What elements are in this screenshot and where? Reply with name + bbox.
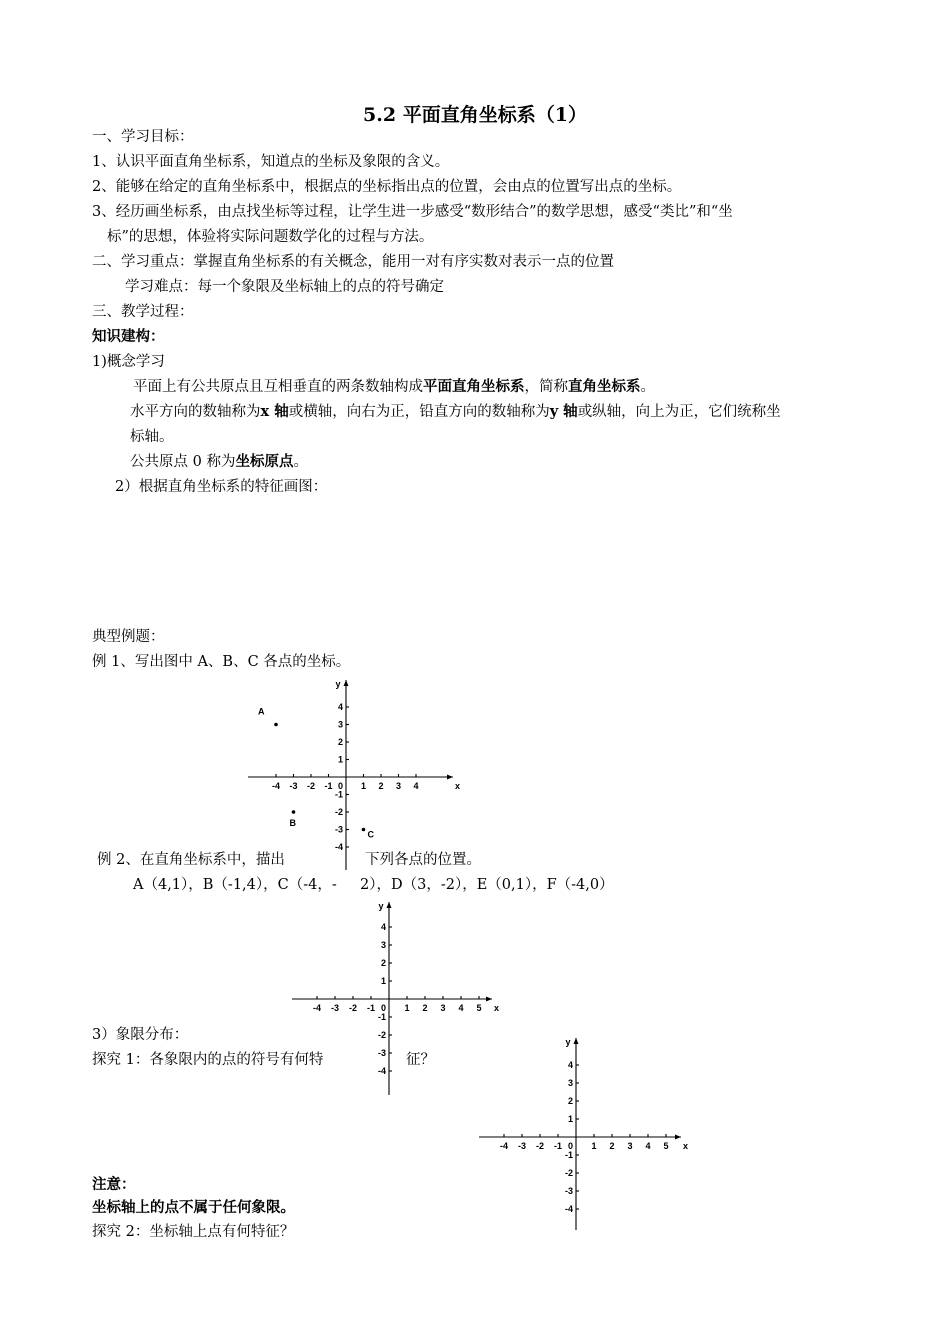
graph3-y-tick-label: 4: [567, 1060, 573, 1070]
graph2-y-tick-label: -4: [377, 1066, 386, 1076]
graph1-x-tick-label: 3: [395, 781, 402, 791]
graph2-y-tick-label: -2: [377, 1030, 386, 1040]
examples-heading: 典型例题：: [92, 629, 165, 645]
page-title: 5.2 平面直角坐标系（1）: [363, 104, 587, 126]
graph2-y-tick-label: 2: [380, 958, 386, 968]
graph3-x-tick-label: 4: [645, 1141, 651, 1151]
example-1: 例 1、写出图中 A、B、C 各点的坐标。: [92, 654, 351, 670]
graph2-x-tick-label: -3: [330, 1003, 340, 1013]
goal-2: 2、能够在给定的直角坐标系中，根据点的坐标指出点的位置，会由点的位置写出点的坐标。: [92, 179, 682, 195]
graph1-y-label: y: [335, 679, 341, 689]
graph1-y-tick-label: -4: [334, 842, 343, 852]
graph2-x-tick-label: 1: [404, 1003, 410, 1013]
graph2-origin-label: 0: [380, 1003, 386, 1013]
explore-1-part2: 征？: [406, 1052, 435, 1068]
def1-text: 平面上有公共原点且互相垂直的两条数轴构成: [133, 379, 423, 395]
def3-text: 公共原点 0 称为: [130, 454, 236, 470]
explore-1-part1: 探究 1：各象限内的点的符号有何特: [92, 1052, 324, 1068]
graph3-y-tick-label: -2: [564, 1168, 573, 1178]
graph3-y-arrow: [574, 1038, 579, 1044]
graph3-x-tick-label: -4: [499, 1141, 509, 1151]
graph1-y-arrow: [344, 680, 349, 686]
graph1-x-tick-label: 2: [378, 781, 384, 791]
def2-text2: 或横轴，向右为正，铅直方向的数轴称为: [288, 404, 550, 420]
graph2-x-tick-label: -2: [348, 1003, 358, 1013]
graph1-origin-label: 0: [337, 781, 343, 791]
explore-2: 探究 2：坐标轴上点有何特征？: [92, 1224, 295, 1240]
def1-term: 平面直角坐标系: [423, 378, 525, 395]
graph1-point-label: A: [258, 706, 265, 717]
graph3-x-tick-label: 3: [627, 1141, 633, 1151]
goal-3-line1: 3、经历画坐标系，由点找坐标等过程，让学生进一步感受“数形结合”的数学思想，感受“类比”和“坐: [92, 204, 733, 220]
graph1-x-tick-label: -2: [306, 781, 316, 791]
def3-term: 坐标原点: [235, 453, 294, 470]
def2-text3: 或纵轴，向上为正，它们统称坐: [577, 404, 781, 420]
goal-3-line2: 标”的思想，体验将实际问题数学化的过程与方法。: [107, 229, 434, 245]
graph2-x-tick-label: 2: [422, 1003, 428, 1013]
definition-2-cont: 标轴。: [130, 429, 174, 445]
graph2-x-label: x: [494, 1003, 500, 1013]
graph3-x-label: x: [683, 1141, 689, 1151]
graph1-y-tick-label: -3: [334, 824, 343, 835]
graph3-x-tick-label: -2: [535, 1141, 545, 1151]
graph1-y-tick-label: 3: [337, 719, 343, 730]
graph1-y-tick-label: 2: [337, 737, 343, 747]
graph2-y-arrow: [387, 902, 392, 908]
goal-1: 1、认识平面直角坐标系，知道点的坐标及象限的含义。: [92, 154, 450, 170]
graph2-x-tick-label: 4: [458, 1003, 464, 1013]
graph1-point-label: C: [367, 829, 374, 840]
graph2-x-tick-label: -4: [312, 1003, 322, 1013]
def2-x-axis: x 轴: [260, 403, 289, 420]
graph3-y-tick-label: 3: [567, 1078, 573, 1088]
graph1-x-tick-label: -4: [271, 781, 281, 791]
graph1-y-tick-label: -2: [334, 807, 343, 817]
graph3-y-label: y: [565, 1037, 571, 1047]
graph2-y-tick-label: 3: [380, 940, 386, 950]
knowledge-heading: 知识建构：: [92, 328, 165, 345]
graph1-x-tick-label: 4: [413, 781, 419, 791]
graph1-y-tick-label: -1: [334, 789, 343, 800]
example-2-points-a: A（4,1），B（-1,4），C（-4，-: [133, 877, 337, 893]
graph3-x-tick-label: 5: [663, 1141, 669, 1151]
note-heading: 注意：: [92, 1176, 136, 1193]
graph1-point-label: B: [289, 818, 296, 828]
graph3-x-tick-label: -3: [517, 1141, 527, 1151]
teaching-process: 三、教学过程：: [92, 304, 194, 320]
quadrant-heading: 3）象限分布：: [92, 1027, 189, 1043]
graph1-y-tick-label: 1: [337, 754, 343, 765]
concept-heading: 1)概念学习: [92, 354, 165, 370]
def1-term2: 直角坐标系: [568, 378, 641, 395]
graph3-x-tick-label: 1: [591, 1141, 597, 1151]
def1-text2: ，简称: [524, 379, 568, 395]
graph3-origin-label: 0: [567, 1141, 573, 1151]
graph2-y-label: y: [378, 901, 384, 911]
graph3-y-tick-label: -3: [564, 1186, 573, 1196]
graph3-y-tick-label: -1: [564, 1150, 573, 1160]
draw-instruction: 2）根据直角坐标系的特征画图：: [115, 479, 328, 495]
graph1-point-c: [362, 828, 366, 832]
graph1-x-tick-label: 1: [360, 781, 367, 791]
graph3-y-tick-label: 2: [567, 1096, 573, 1106]
def2-y-axis: y 轴: [549, 403, 578, 420]
graph2-y-tick-label: -1: [377, 1012, 386, 1022]
graph1-y-tick-label: 4: [337, 702, 343, 712]
graph1-point-a: [274, 723, 278, 727]
graph2-y-tick-label: 4: [380, 922, 386, 932]
graph1-x-label: x: [455, 781, 461, 791]
def3-end: 。: [293, 454, 308, 470]
learning-focus: 二、学习重点：掌握直角坐标系的有关概念，能用一对有序实数对表示一点的位置: [92, 254, 614, 270]
example-2-part1: 例 2、在直角坐标系中，描出: [97, 852, 285, 868]
def2-text: 水平方向的数轴称为: [130, 404, 261, 420]
graph2-x-tick-label: 5: [476, 1003, 482, 1013]
graph3-y-tick-label: 1: [567, 1114, 573, 1124]
graph1-x-tick-label: -1: [324, 781, 333, 791]
graph2-y-tick-label: 1: [380, 976, 386, 986]
graph3-x-arrow: [675, 1135, 681, 1140]
goal-heading: 一、学习目标：: [92, 129, 194, 145]
graph2-x-tick-label: 3: [440, 1003, 446, 1013]
example-2-points-b: 2），D（3，-2），E（0,1），F（-4,0）: [360, 877, 614, 893]
graph1-x-arrow: [447, 775, 453, 780]
graph3-y-tick-label: -4: [564, 1204, 573, 1214]
graph3-x-tick-label: 2: [609, 1141, 615, 1151]
def1-end: 。: [640, 379, 655, 395]
graph2-x-arrow: [486, 997, 492, 1002]
graph1-point-b: [292, 810, 296, 814]
graph2-x-tick-label: -1: [366, 1003, 376, 1013]
note-text: 坐标轴上的点不属于任何象限。: [92, 1199, 295, 1216]
learning-difficulty: 学习难点：每一个象限及坐标轴上的点的符号确定: [125, 279, 444, 295]
graph3-x-tick-label: -1: [553, 1141, 563, 1151]
graph2-y-tick-label: -3: [377, 1048, 386, 1058]
example-2-part2: 下列各点的位置。: [365, 852, 481, 868]
graph1-x-tick-label: -3: [289, 781, 298, 791]
